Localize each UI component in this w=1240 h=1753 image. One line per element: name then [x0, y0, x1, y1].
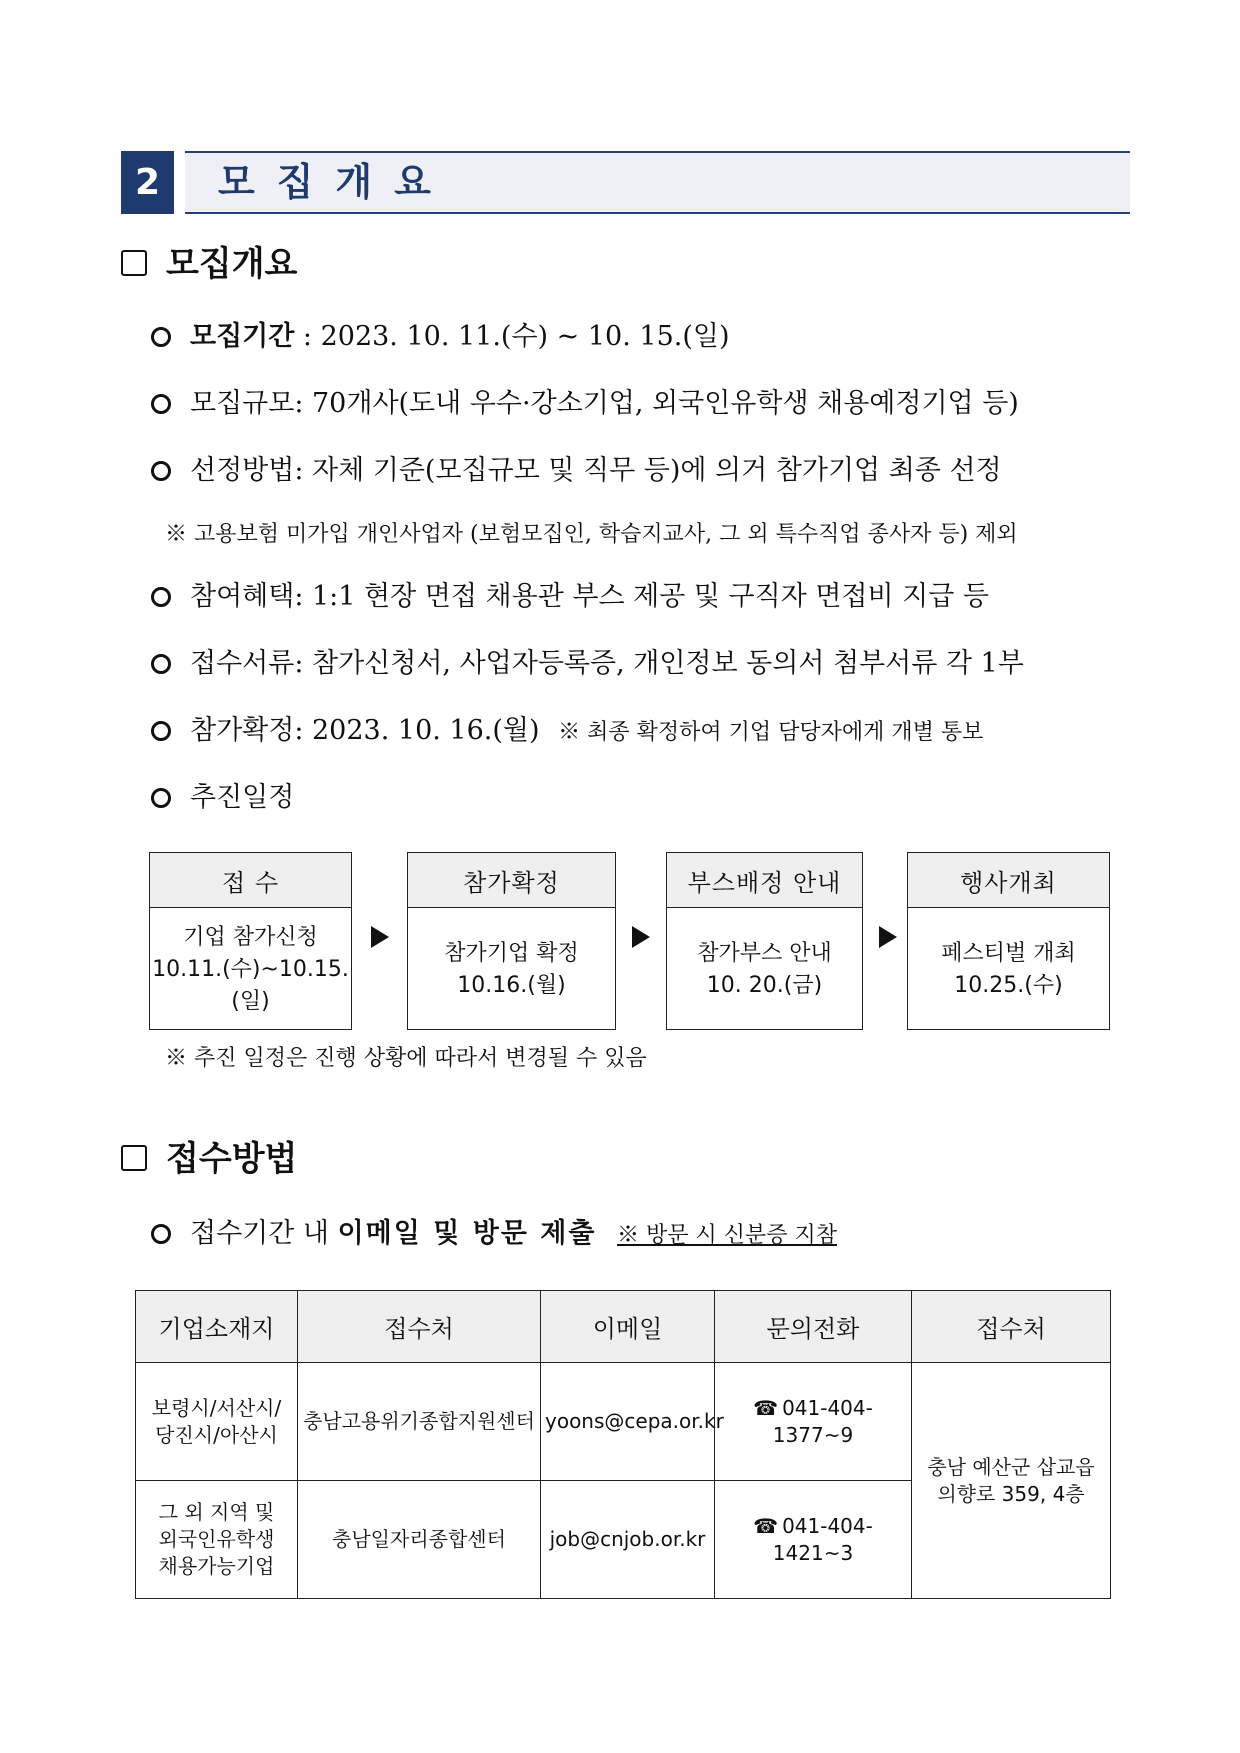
participation-confirm: [190, 713, 983, 749]
schedule-step-body: [150, 908, 351, 1031]
method-line-bold: 이메일 및 방문 제출: [337, 1218, 597, 1249]
table-row: [136, 1363, 1111, 1481]
exclusion-note: ※ 고용보험 미가입 개인사업자 (보험모집인, 학습지교사, 그 외 특수직업 종사자 등) 제외: [165, 522, 1018, 547]
schedule-step-line1: 페스티벌 개최: [941, 940, 1076, 966]
recruit-period-label: 모집기간: [190, 321, 295, 352]
participation-confirm-text: 참가확정: 2023. 10. 16.(월): [190, 715, 540, 746]
selection-method: 선정방법: 자체 기준(모집규모 및 직무 등)에 의거 참가기업 최종 선정: [190, 455, 1002, 486]
required-documents: 접수서류: 참가신청서, 사업자등록증, 개인정보 동의서 첨부서류 각 1부: [190, 648, 1024, 679]
bullet-circle-icon: [151, 654, 171, 674]
checkbox-square-icon: [121, 250, 147, 276]
schedule-step: [149, 852, 352, 1030]
participation-confirm-note: ※ 최종 확정하여 기업 담당자에게 개별 통보: [558, 720, 984, 745]
arrow-right-icon: [632, 926, 650, 948]
col-header-email: 이메일: [541, 1291, 715, 1363]
schedule-step-body: [408, 908, 615, 1031]
schedule-step-head: 행사개최: [908, 853, 1109, 908]
cell-region: 보령시/서산시/ 당진시/아산시: [136, 1363, 298, 1481]
section-number: 2: [121, 151, 174, 214]
schedule-step: [666, 852, 863, 1030]
telephone-icon: ☎: [753, 1513, 779, 1538]
bullet-circle-icon: [151, 587, 171, 607]
bullet-circle-icon: [151, 394, 171, 414]
recruit-scale: 모집규모: 70개사(도내 우수·강소기업, 외국인유학생 채용예정기업 등): [190, 388, 1019, 419]
schedule-step-head: 참가확정: [408, 853, 615, 908]
checkbox-square-icon: [121, 1145, 147, 1171]
bullet-circle-icon: [151, 721, 171, 741]
schedule-step-head: 부스배정 안내: [667, 853, 862, 908]
bullet-circle-icon: [151, 1224, 171, 1244]
cell-office: 충남고용위기종합지원센터: [298, 1363, 541, 1481]
bullet-circle-icon: [151, 461, 171, 481]
cell-address: 충남 예산군 삽교읍 의향로 359, 4층: [912, 1363, 1111, 1599]
schedule-label: 추진일정: [190, 782, 295, 813]
arrow-right-icon: [371, 926, 389, 948]
overview-heading: 모집개요: [166, 244, 298, 284]
method-line-note: ※ 방문 시 신분증 지참: [617, 1223, 838, 1248]
schedule-step-line1: 참가부스 안내: [697, 940, 832, 966]
method-line: [190, 1216, 837, 1252]
schedule-step-body: [667, 908, 862, 1031]
telephone-icon: ☎: [753, 1395, 779, 1420]
schedule-step-line2: 10.25.(수): [954, 972, 1063, 998]
recruit-period: [190, 319, 729, 355]
schedule-step-line2: 10.16.(월): [457, 972, 566, 998]
schedule-step-line1: 참가기업 확정: [444, 940, 579, 966]
cell-email: yoons@cepa.or.kr: [541, 1363, 715, 1481]
cell-phone: [715, 1363, 912, 1481]
bullet-circle-icon: [151, 327, 171, 347]
participation-benefit: 참여혜택: 1:1 현장 면접 채용관 부스 제공 및 구직자 면접비 지급 등: [190, 581, 990, 612]
schedule-step: [907, 852, 1110, 1030]
bullet-circle-icon: [151, 788, 171, 808]
schedule-step-line2: 10.11.(수)~10.15.(일): [152, 956, 349, 1014]
method-line-text: 접수기간 내: [190, 1218, 338, 1249]
method-heading: 접수방법: [166, 1139, 298, 1179]
recruit-period-value: : 2023. 10. 11.(수) ~ 10. 15.(일): [294, 321, 730, 352]
schedule-step-body: [908, 908, 1109, 1031]
reception-table: [135, 1290, 1111, 1599]
schedule-note: ※ 추진 일정은 진행 상황에 따라서 변경될 수 있음: [165, 1046, 647, 1071]
table-header-row: [136, 1291, 1111, 1363]
phone-number: 041-404-1377~9: [772, 1395, 873, 1447]
cell-region: 그 외 지역 및 외국인유학생 채용가능기업: [136, 1481, 298, 1599]
schedule-step-line1: 기업 참가신청: [183, 924, 318, 950]
schedule-step-head: 접 수: [150, 853, 351, 908]
section-title: 모집개요: [218, 160, 453, 204]
col-header-phone: 문의전화: [715, 1291, 912, 1363]
cell-office: 충남일자리종합센터: [298, 1481, 541, 1599]
col-header-region: 기업소재지: [136, 1291, 298, 1363]
col-header-office: 접수처: [298, 1291, 541, 1363]
cell-phone: [715, 1481, 912, 1599]
schedule-step-line2: 10. 20.(금): [706, 972, 823, 998]
col-header-address: 접수처: [912, 1291, 1111, 1363]
arrow-right-icon: [879, 926, 897, 948]
cell-email: job@cnjob.or.kr: [541, 1481, 715, 1599]
schedule-step: [407, 852, 616, 1030]
phone-number: 041-404-1421~3: [772, 1513, 873, 1565]
